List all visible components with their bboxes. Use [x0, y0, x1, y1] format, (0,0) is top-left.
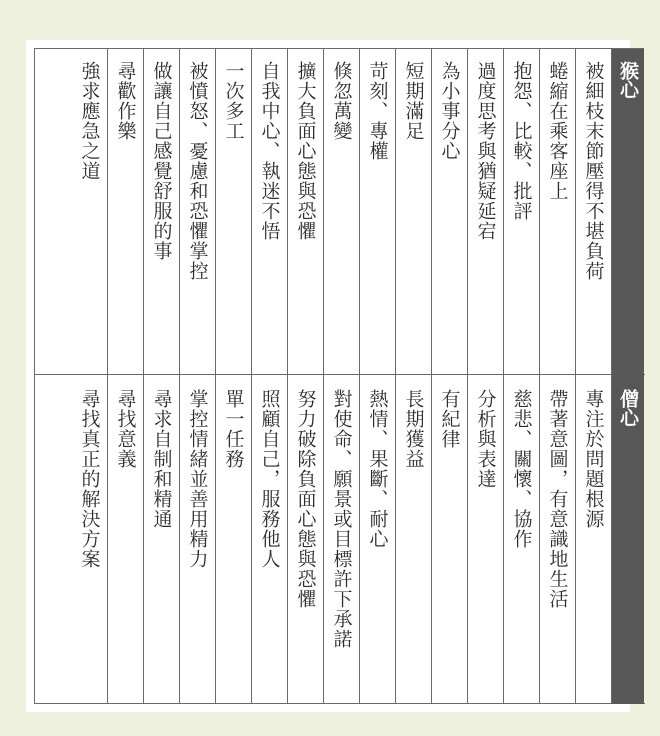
monkey-trait: 短期滿足 — [402, 61, 425, 141]
table-column — [216, 49, 252, 704]
monkey-cell — [252, 49, 287, 374]
comparison-card — [26, 40, 639, 712]
header-cell-monk — [612, 375, 644, 705]
monkey-cell — [540, 49, 575, 374]
monkey-cell — [72, 49, 107, 374]
monk-cell — [72, 375, 107, 705]
header-cell-monkey — [612, 49, 644, 374]
monk-trait: 對使命、願景或目標許下承諾 — [330, 389, 353, 649]
table-column — [108, 49, 144, 704]
monk-trait: 努力破除負面心態與恐懼 — [294, 389, 317, 609]
monkey-cell — [576, 49, 611, 374]
monk-cell — [144, 375, 179, 705]
table-column — [180, 49, 216, 704]
table-column — [432, 49, 468, 704]
monkey-cell — [396, 49, 431, 374]
monk-cell — [468, 375, 503, 705]
table-column — [360, 49, 396, 704]
table-column — [252, 49, 288, 704]
monk-cell — [324, 375, 359, 705]
monkey-trait: 為小事分心 — [438, 61, 461, 161]
monkey-cell — [432, 49, 467, 374]
monk-cell — [432, 375, 467, 705]
table-column — [324, 49, 360, 704]
monk-mind-heading: 僧心 — [617, 389, 639, 427]
monk-cell — [216, 375, 251, 705]
monk-trait: 掌控情緒並善用精力 — [186, 389, 209, 569]
monkey-cell — [324, 49, 359, 374]
monk-cell — [576, 375, 611, 705]
monkey-trait: 強求應急之道 — [78, 61, 101, 181]
monkey-cell — [288, 49, 323, 374]
monkey-trait: 自我中心、執迷不悟 — [258, 61, 281, 241]
monkey-trait: 蜷縮在乘客座上 — [546, 61, 569, 201]
header-column — [612, 49, 644, 704]
monkey-trait: 過度思考與猶疑延宕 — [474, 61, 497, 241]
table-column — [468, 49, 504, 704]
monk-cell — [396, 375, 431, 705]
monk-trait: 熱情、果斷、耐心 — [366, 389, 389, 549]
monk-trait: 帶著意圖，有意識地生活 — [546, 389, 569, 609]
table-column — [72, 49, 108, 704]
monkey-trait: 被憤怒、憂慮和恐懼掌控 — [186, 61, 209, 281]
monkey-cell — [504, 49, 539, 374]
monkey-cell — [180, 49, 215, 374]
monk-trait: 長期獲益 — [402, 389, 425, 469]
monk-trait: 單一任務 — [222, 389, 245, 469]
table-column — [576, 49, 612, 704]
monk-cell — [252, 375, 287, 705]
monkey-trait: 倏忽萬變 — [330, 61, 353, 141]
monkey-trait: 一次多工 — [222, 61, 245, 141]
monk-cell — [504, 375, 539, 705]
monkey-cell — [144, 49, 179, 374]
monkey-trait: 被細枝末節壓得不堪負荷 — [582, 61, 605, 281]
monk-trait: 有紀律 — [438, 389, 461, 449]
monkey-cell — [216, 49, 251, 374]
monk-trait: 分析與表達 — [474, 389, 497, 489]
monk-trait: 專注於問題根源 — [582, 389, 605, 529]
monkey-trait: 抱怨、比較、批評 — [510, 61, 533, 221]
table-column — [504, 49, 540, 704]
monkey-trait: 苛刻、專權 — [366, 61, 389, 161]
monkey-cell — [108, 49, 143, 374]
comparison-table — [34, 48, 644, 704]
monk-cell — [288, 375, 323, 705]
table-column — [144, 49, 180, 704]
monk-cell — [108, 375, 143, 705]
monk-trait: 照顧自己，服務他人 — [258, 389, 281, 569]
monkey-cell — [468, 49, 503, 374]
monk-cell — [540, 375, 575, 705]
monk-trait: 尋找意義 — [114, 389, 137, 469]
monk-cell — [180, 375, 215, 705]
monk-trait: 尋找真正的解決方案 — [78, 389, 101, 569]
monk-trait: 慈悲、關懷、協作 — [510, 389, 533, 549]
monkey-cell — [360, 49, 395, 374]
monkey-trait: 做讓自己感覺舒服的事 — [150, 61, 173, 261]
monk-cell — [360, 375, 395, 705]
table-column — [540, 49, 576, 704]
table-column — [396, 49, 432, 704]
monkey-trait: 尋歡作樂 — [114, 61, 137, 141]
monkey-mind-heading: 猴心 — [617, 61, 639, 99]
monk-trait: 尋求自制和精通 — [150, 389, 173, 529]
table-column — [288, 49, 324, 704]
monkey-trait: 擴大負面心態與恐懼 — [294, 61, 317, 241]
